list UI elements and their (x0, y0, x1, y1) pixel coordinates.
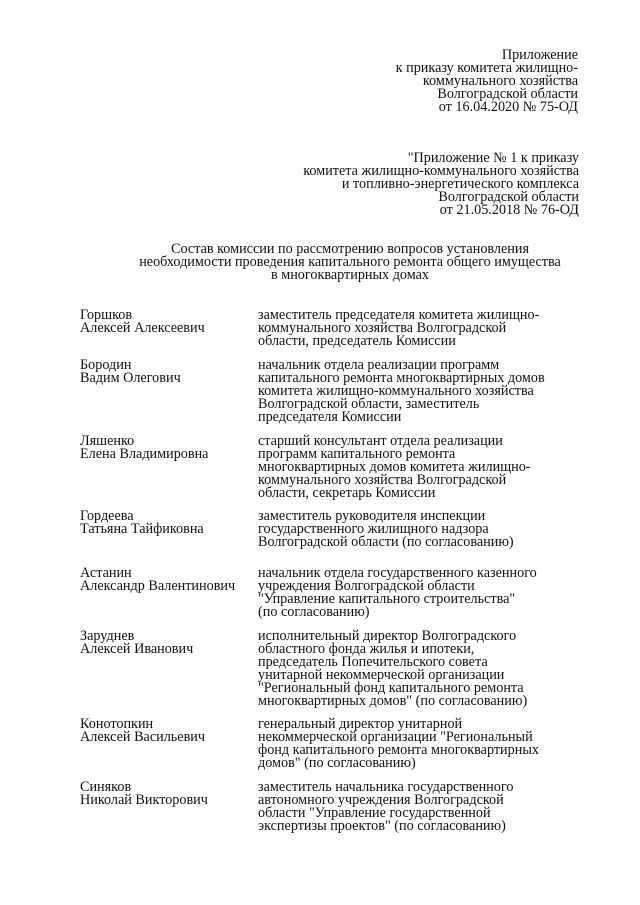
role-line: заместитель начальника государственного (258, 779, 514, 795)
member-surname: Ляшенко (80, 433, 135, 449)
member-surname: Гордеева (80, 508, 134, 524)
role-line: государственного жилищного надзора (258, 521, 489, 537)
document-title (60, 243, 640, 282)
member-given-name: Александр Валентинович (80, 578, 236, 594)
member-role (258, 510, 514, 549)
role-line: председателя Комиссии (258, 409, 402, 425)
role-line: коммунального хозяйства Волгоградской (258, 320, 507, 336)
original-annex-line: и топливно-энергетического комплекса (341, 176, 579, 192)
original-annex-line: "Приложение № 1 к приказу (407, 150, 579, 166)
role-line: "Управление капитального строительства" (258, 591, 516, 607)
member-given-name: Николай Викторович (80, 792, 208, 808)
annex-header (396, 49, 578, 114)
role-line: программ капитального ремонта (258, 446, 456, 462)
role-line: автономного учреждения Волгоградской (258, 792, 504, 808)
original-annex-line: Волгоградской области (438, 189, 579, 205)
role-line: коммунального хозяйства Волгоградской (258, 472, 507, 488)
member-surname: Горшков (80, 307, 133, 323)
role-line: области "Управление государственной (258, 805, 491, 821)
member-role (258, 359, 545, 424)
title-line: Состав комиссии по рассмотрению вопросов установления (170, 241, 530, 257)
member-role (258, 718, 539, 770)
annex-line: Волгоградской области (437, 86, 578, 102)
member-role (258, 435, 531, 500)
role-line: заместитель руководителя инспекции (258, 508, 486, 524)
role-line: многоквартирных домов комитета жилищно- (258, 459, 531, 475)
role-line: многоквартирных домов" (по согласованию) (258, 693, 528, 709)
member-name (80, 359, 181, 385)
role-line: унитарной некоммерческой организации (258, 667, 505, 683)
member-name (80, 781, 208, 807)
role-line: домов" (по согласованию) (258, 755, 416, 771)
role-line: капитального ремонта многоквартирных домов (258, 370, 545, 386)
role-line: начальник отдела реализации программ (258, 357, 500, 373)
member-given-name: Татьяна Тайфиковна (80, 521, 204, 537)
role-line: старший консультант отдела реализации (258, 433, 503, 449)
member-name (80, 567, 235, 593)
member-surname: Заруднев (80, 628, 135, 644)
member-given-name: Вадим Олегович (80, 370, 181, 386)
member-name (80, 630, 193, 656)
member-name (80, 435, 208, 461)
annex-line: коммунального хозяйства (422, 73, 578, 89)
member-surname: Конотопкин (80, 716, 154, 732)
role-line: фонд капитального ремонта многоквартирных (258, 742, 539, 758)
role-line: генеральный директор унитарной (258, 716, 463, 732)
role-line: Волгоградской области, заместитель (258, 396, 480, 412)
member-surname: Синяков (80, 779, 132, 795)
role-line: области, председатель Комиссии (258, 333, 456, 349)
role-line: областного фонда жилья и ипотеки, (258, 641, 475, 657)
annex-line: от 16.04.2020 № 75-ОД (438, 99, 578, 115)
role-line: учреждения Волгоградской области (258, 578, 475, 594)
role-line: заместитель председателя комитета жилищно- (258, 307, 540, 323)
role-line: исполнительный директор Волгоградского (258, 628, 517, 644)
member-role (258, 630, 527, 708)
member-name (80, 718, 205, 744)
role-line: (по согласованию) (258, 604, 370, 620)
title-line: необходимости проведения капитального ремонта общего имущества (139, 254, 561, 270)
role-line: области, секретарь Комиссии (258, 485, 436, 501)
original-annex-line: комитета жилищно-коммунального хозяйства (303, 163, 579, 179)
member-given-name: Алексей Иванович (80, 641, 194, 657)
title-line: в многоквартирных домах (270, 267, 430, 283)
role-line: "Региональный фонд капитального ремонта (258, 680, 524, 696)
member-given-name: Елена Владимировна (80, 446, 209, 462)
role-line: Волгоградской области (по согласованию) (258, 534, 514, 550)
original-annex-line: от 21.05.2018 № 76-ОД (439, 202, 579, 218)
role-line: экспертизы проектов" (по согласованию) (258, 818, 506, 834)
member-role (258, 567, 537, 619)
member-given-name: Алексей Васильевич (80, 729, 205, 745)
annex-line: к приказу комитета жилищно- (395, 60, 578, 76)
member-role (258, 309, 539, 348)
member-name (80, 510, 204, 536)
role-line: некоммерческой организации "Региональный (258, 729, 533, 745)
member-surname: Бородин (80, 357, 132, 373)
member-name (80, 309, 205, 335)
annex-line: Приложение (501, 47, 578, 63)
member-surname: Астанин (80, 565, 132, 581)
original-annex-header (303, 152, 579, 217)
member-given-name: Алексей Алексеевич (80, 320, 205, 336)
role-line: комитета жилищно-коммунального хозяйства (258, 383, 534, 399)
role-line: начальник отдела государственного казенного (258, 565, 537, 581)
role-line: председатель Попечительского совета (258, 654, 488, 670)
member-role (258, 781, 513, 833)
